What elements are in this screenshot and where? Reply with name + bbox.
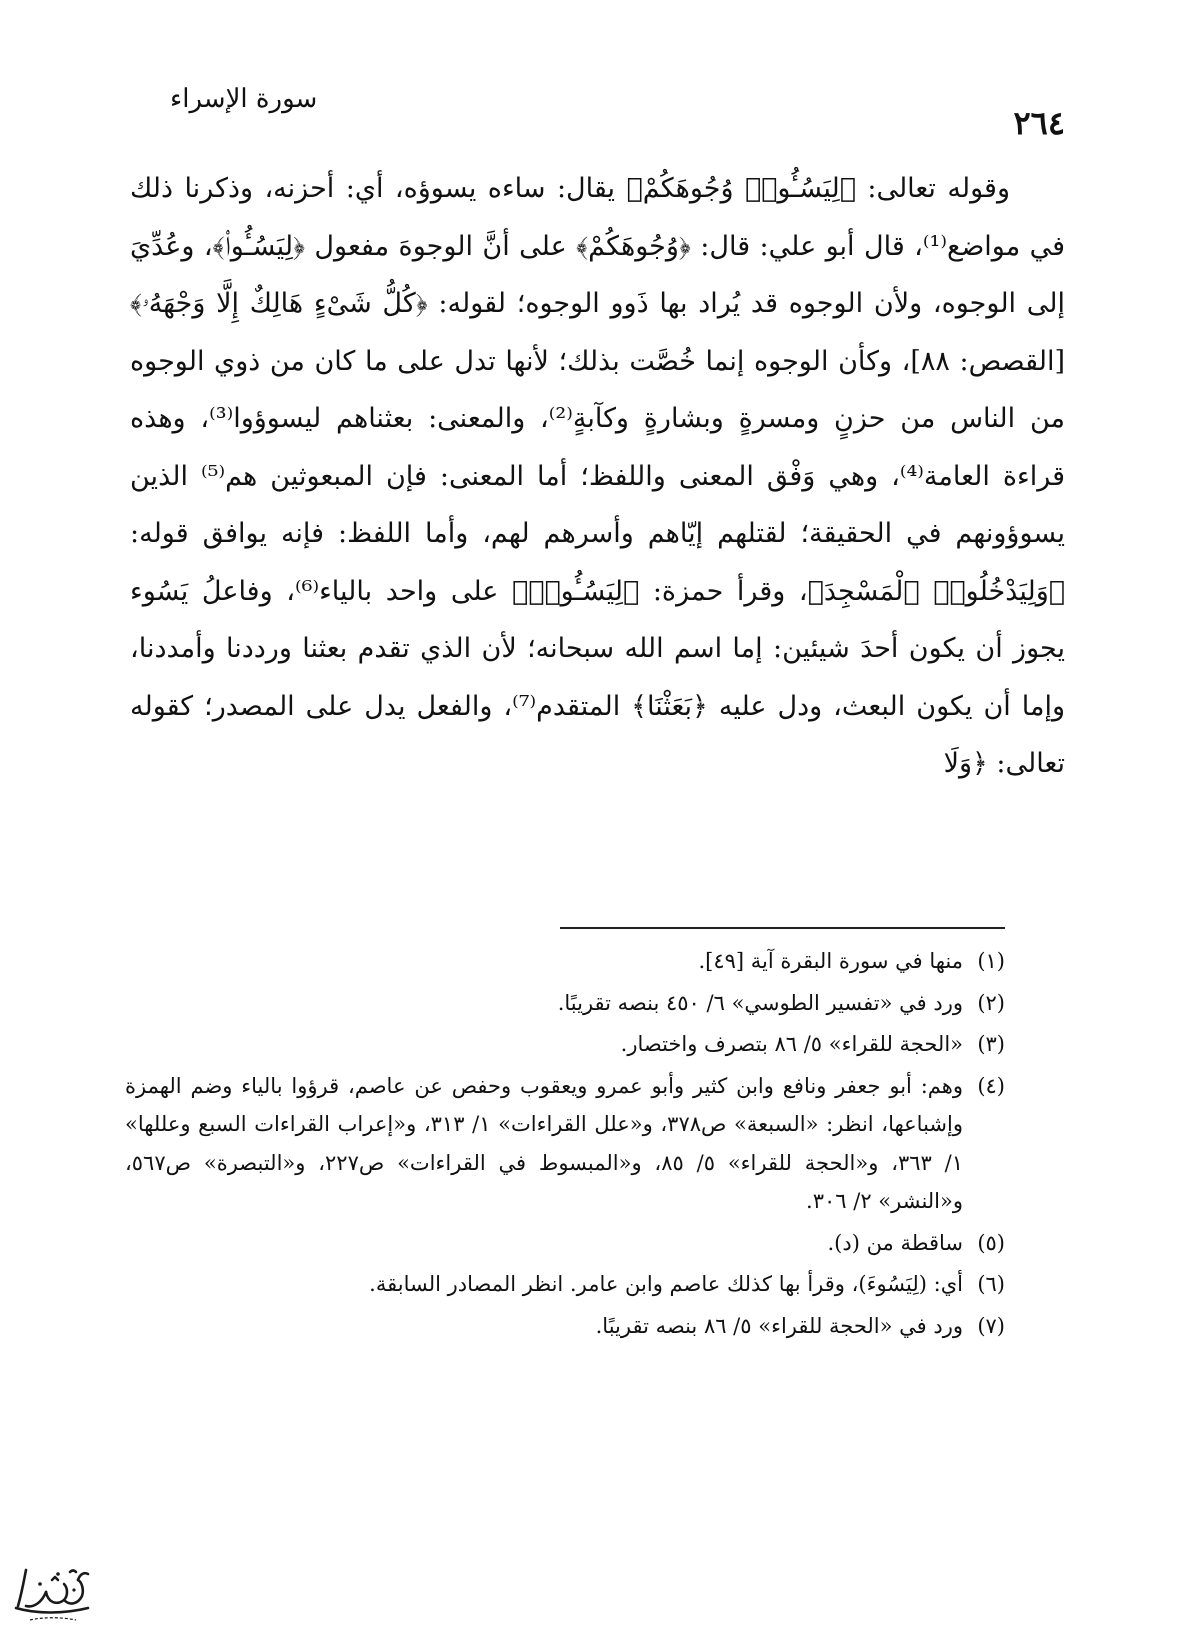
footnote-number: (٣) <box>977 1032 1005 1056</box>
footnote-6 <box>125 1265 1005 1304</box>
footnote-text: ورد في «تفسير الطوسي» ٦/ ٤٥٠ بنصه تقريبًا. <box>557 990 963 1015</box>
footnote-text: ساقطة من (د). <box>827 1230 963 1255</box>
footnote-7 <box>125 1307 1005 1346</box>
footnote-5 <box>125 1224 1005 1263</box>
footnote-number: (٦) <box>977 1272 1005 1296</box>
footnote-text: أي: (لِيَسُوءَ)، وقرأ بها كذلك عاصم وابن عامر. انظر المصادر السابقة. <box>369 1272 963 1296</box>
footnote-text: ورد في «الحجة للقراء» ٥/ ٨٦ بنصه تقريبًا. <box>595 1313 963 1338</box>
page-number: ٢٦٤ <box>1013 104 1065 142</box>
page-header <box>170 80 1065 140</box>
footnote-2 <box>125 984 1005 1023</box>
footnote-number: (١) <box>977 949 1005 973</box>
footnote-number: (٥) <box>977 1230 1005 1255</box>
footnote-text: «الحجة للقراء» ٥/ ٨٦ بتصرف واختصار. <box>620 1032 963 1056</box>
footnotes <box>125 942 1005 1348</box>
footnote-text: منها في سورة البقرة آية [٤٩]. <box>698 949 963 973</box>
footnote-number: (٤) <box>977 1073 1005 1098</box>
footnote-1 <box>125 942 1005 981</box>
running-title: سورة الإسراء <box>170 84 318 114</box>
calligraphy-logo-icon <box>12 1562 92 1632</box>
footnote-number: (٧) <box>977 1313 1005 1338</box>
footnote-4 <box>125 1067 1005 1221</box>
footnote-3 <box>125 1025 1005 1064</box>
main-text <box>130 160 1065 793</box>
footnote-number: (٢) <box>977 990 1005 1015</box>
footnote-text: وهم: أبو جعفر ونافع وابن كثير وأبو عمرو ويعقوب وحفص عن عاصم، قرؤوا بالياء وضم الهمزة وإشباعها، انظر: «السبعة» ص٣٧٨، و«علل القراءات» ١/ ٣١٣، و«إعراب القراءات السبع وعللها» ١/ ٣٦٣، و«الحجة للقراء» ٥/ ٨٥، و«المبسوط في القراءات» ص٢٢٧، و«التبصرة» ص٥٦٧، و«النشر» ٢/ ٣٠٦. <box>125 1073 964 1213</box>
main-paragraph: وقوله تعالى: ﴿لِيَسُـُٔوا۟ وُجُوهَكُمْ﴾ يقال: ساءه يسوؤه، أي: أحزنه، وذكرنا ذلك في مواضع⁽¹⁾، قال أبو علي: قال: ﴿وُجُوهَكُمْ﴾ على أنَّ الوجوهَ مفعول ﴿لِيَسُـُٔوا۟﴾، وعُدِّيَ إلى الوجوه، ولأن الوجوه قد يُراد بها ذَوو الوجوه؛ لقوله: ﴿كُلُّ شَىْءٍ هَالِكٌ إِلَّا وَجْهَهُۥ﴾ [القصص: ٨٨]، وكأن الوجوه إنما خُصَّت بذلك؛ لأنها تدل على ما كان من ذوي الوجوه من الناس من حزنٍ ومسرةٍ وبشارةٍ وكآبةٍ⁽²⁾، والمعنى: بعثناهم ليسوؤوا⁽³⁾، وهذه قراءة العامة⁽⁴⁾، وهي وَفْق المعنى واللفظ؛ أما المعنى: فإن المبعوثين هم⁽⁵⁾ الذين يسوؤونهم في الحقيقة؛ لقتلهم إيّاهم وأسرهم لهم، وأما اللفظ: فإنه يوافق قوله: ﴿وَلِيَدْخُلُوا۟ ٱلْمَسْجِدَ﴾، وقرأ حمزة: ﴿لِيَسُـُٔوا۟﴾ على واحد بالياء⁽⁶⁾، وفاعلُ يَسُوء يجوز أن يكون أحدَ شيئين: إما اسم الله سبحانه؛ لأن الذي تقدم بعثنا ورددنا وأمددنا، وإما أن يكون البعث، ودل عليه ﴿بَعَثْنَا﴾ المتقدم⁽⁷⁾، والفعل يدل على المصدر؛ كقوله تعالى: ﴿وَلَا <box>130 173 1066 779</box>
footnote-separator <box>560 927 1005 929</box>
